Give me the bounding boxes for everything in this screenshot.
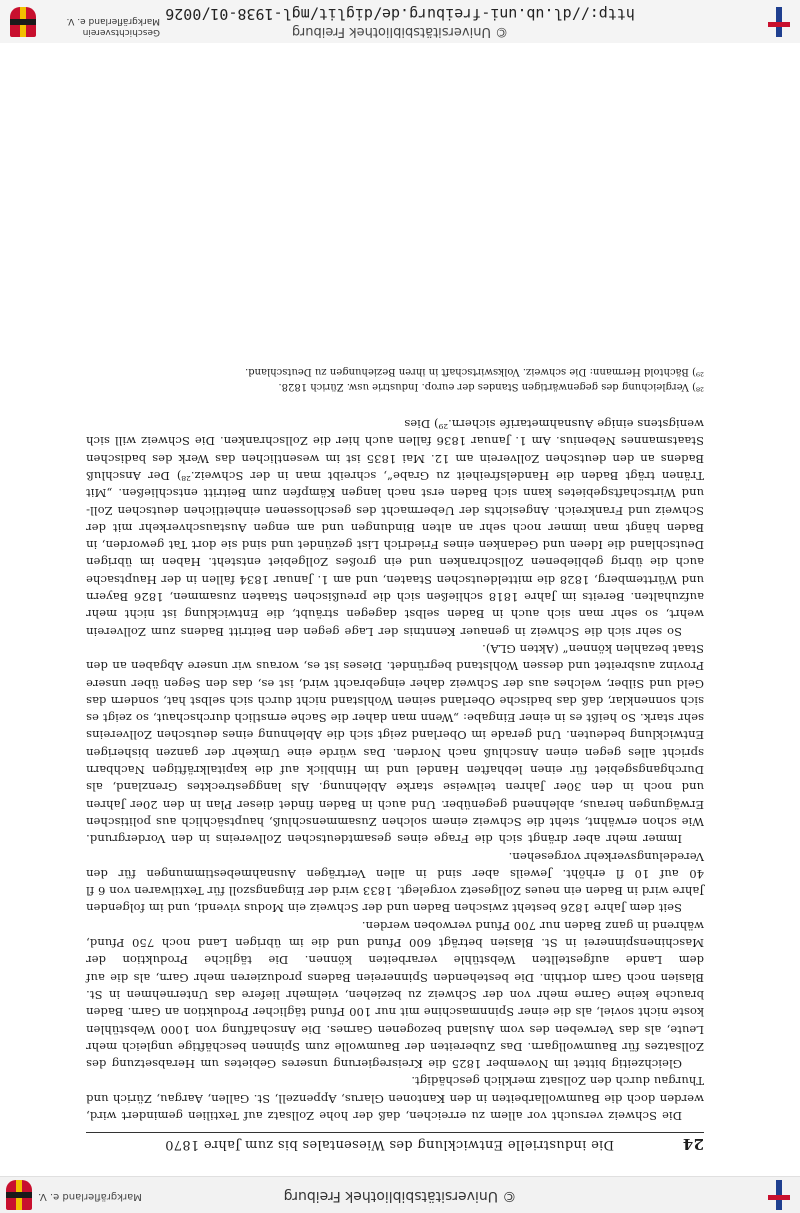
- paragraph: Seit dem Jahre 1826 besteht zwischen Baden und der Schweiz ein Modus vivendi, und im folgenden Jahre wird in Baden ein neues Zollgesetz vorgelegt. 1833 wird der Eingangszoll für Textilwaren von 6 fl 40 auf 10 fl erhöht. Jeweils aber sind in allen Verträgen Ausnahmebestimmungen für den Veredelungsverkehr vorgesehen.: [86, 849, 704, 916]
- paragraph: Die Schweiz versucht vor allem zu erreichen, daß der hohe Zollsatz auf Textilien gemindert wird, werden doch die Baumwollarbeiten in den Kantonen Glarus, Appenzell, St. Gallen, Aargau, Zürich und Thurgau durch den Zollsatz merklich geschädigt.: [86, 1074, 704, 1123]
- header-partner-label: Geschichtsverein Markgräflerland e. V.: [66, 16, 160, 37]
- footnote: ²⁸) Vergleichung des gegenwärtigen Standes der europ. Industrie usw. Zürich 1828.: [278, 380, 704, 392]
- paragraph: Gleichzeitig bittet im November 1825 die Kreisregierung unseres Gebietes um Herabsetzung des Zollsatzes für Baumwollgarn. Das Zubereiten der Baumwolle zum Spinnen beschäftige ungleich mehr Leute, als das Verweben des vom Ausland bezogenen Garnes. Die Anschaffung von 1000 Webstühlen koste nicht soviel, als die einer Spinnmaschine mit nur 100 Pfund täglicher Produktion an Garn. Baden brauche keine Garne mehr von der Schweiz zu beziehen, vielmehr liefere das Unternehmen in St. Blasien noch Garn dorthin. Die bestehenden Spinnereien Badens produzieren mehr Garn, als die auf dem Lande aufgestellten Webstühle verarbeiten können. Die tägliche Produktion der Maschinenspinnerei in St. Blasien beträgt 600 Pfund und die im übrigen Land noch 750 Pfund, während in ganz Baden nur 700 Pfund verwoben werden.: [86, 918, 704, 1072]
- viewer-header-bar: [0, 0, 800, 43]
- viewer-footer-bar: [0, 1176, 800, 1213]
- footer-partner-label: Markgräflerland e. V.: [38, 1191, 142, 1202]
- footnotes: [86, 364, 704, 401]
- footnote: ²⁹) Bächtold Hermann: Die schweiz. Volkswirtschaft in ihren Beziehungen zu Deutschland.: [245, 366, 704, 378]
- document-url-link[interactable]: http://dl.ub.uni-freiburg.de/diglit/mgl-1938-01/0026: [165, 5, 635, 23]
- page-content: [86, 364, 704, 1155]
- paragraph: Immer mehr aber drängt sich die Frage eines gesamtdeutschen Zollvereins in den Vordergrund. Wie schon erwähnt, steht die Schweiz einem solchen Zusammenschluß, hauptsächlich aus politischen Erwägungen heraus, ablehnend gegenüber. Und auch in Baden findet dieser Plan in den 20er Jahren und noch in den 30er Jahren teilweise starke Ablehnung. Als langgestrecktes Grenzland, als Durchgangsgebiet für einen lebhaften Handel und im Hinblick auf die kapitalkräftigen Nachbarn spricht alles gegen einen Anschluß nach Norden. Das würde eine Umkehr der ganzen bisherigen Entwicklung bedeuten. Und gerade im Oberland zeigt sich die Ablehnung eines deutschen Zollvereins sehr stark. So heißt es in einer Eingabe: „Wenn man daher die Sache ernstlich durchschaut, so zeigt es sich sonnenklar, daß das badische Oberland seinen Wohlstand nicht durch sich selbst hat, sondern das Geld und Silber, welches aus der Schweiz daher eingebracht wird, ist es, das den Segen über unsere Provinz ausbreitet und dessen Wohlstand begründet. Dieses ist es, woraus wir unsere Abgaben an den Staat bezahlen können“ (Akten GLA).: [86, 641, 704, 847]
- partner-crest-icon: [10, 7, 36, 37]
- footer-copyright: © Universitätsbibliothek Freiburg: [283, 1188, 517, 1204]
- running-head: [86, 1132, 704, 1155]
- header-copyright: © Universitätsbibliothek Freiburg: [291, 24, 509, 39]
- running-head-title: Die industrielle Entwicklung des Wiesentales bis zum Jahre 1870: [164, 1137, 614, 1152]
- paragraph: So sehr sich die Schweiz in genauer Kenntnis der Lage gegen den Beitritt Badens zum Zollverein wehrt, so sehr man sich auch in Baden selbst dagegen sträubt, die Entwicklung ist nicht mehr aufzuhalten. Bereits im Jahre 1818 schließen sich die preußischen Staaten zusammen, 1826 Bayern und Württemberg, 1828 die mitteldeutschen Staaten, und am 1. Januar 1834 fallen in der Hauptsache auch die übrig gebliebenen Zollschranken und ein großes Zollgebiet entsteht. Haben im übrigen Deutschland die Ideen und Gedanken eines Friedrich List gezündet und sind sie dort Tat geworden, in Baden hängt man immer noch sehr an alten Bindungen und am engen Austauschverkehr mit der Schweiz und Frankreich. Angesichts der Uebermacht des geschlossenen einheitlichen deutschen Zoll- und Wirtschaftsgebietes kann sich Baden erst nach langen Kämpfen zum Beitritt entschließen. „Mit Tränen trägt Baden die Handelsfreiheit zu Grabe“, schreibt man in der Schweiz.²⁸) Der Anschluß Badens an den deutschen Zollverein am 12. Mai 1835 ist im wesentlichen das Werk des badischen Staatsmannes Nebenius. Am 1. Januar 1836 fallen auch hier die Zollschranken. Die Schweiz will sich wenigstens einige Ausnahmetarife sichern.²⁹) Dies: [86, 417, 704, 639]
- partner-crest-icon: [6, 1180, 32, 1210]
- body-text: [86, 415, 704, 1124]
- page-number: 24: [682, 1135, 704, 1153]
